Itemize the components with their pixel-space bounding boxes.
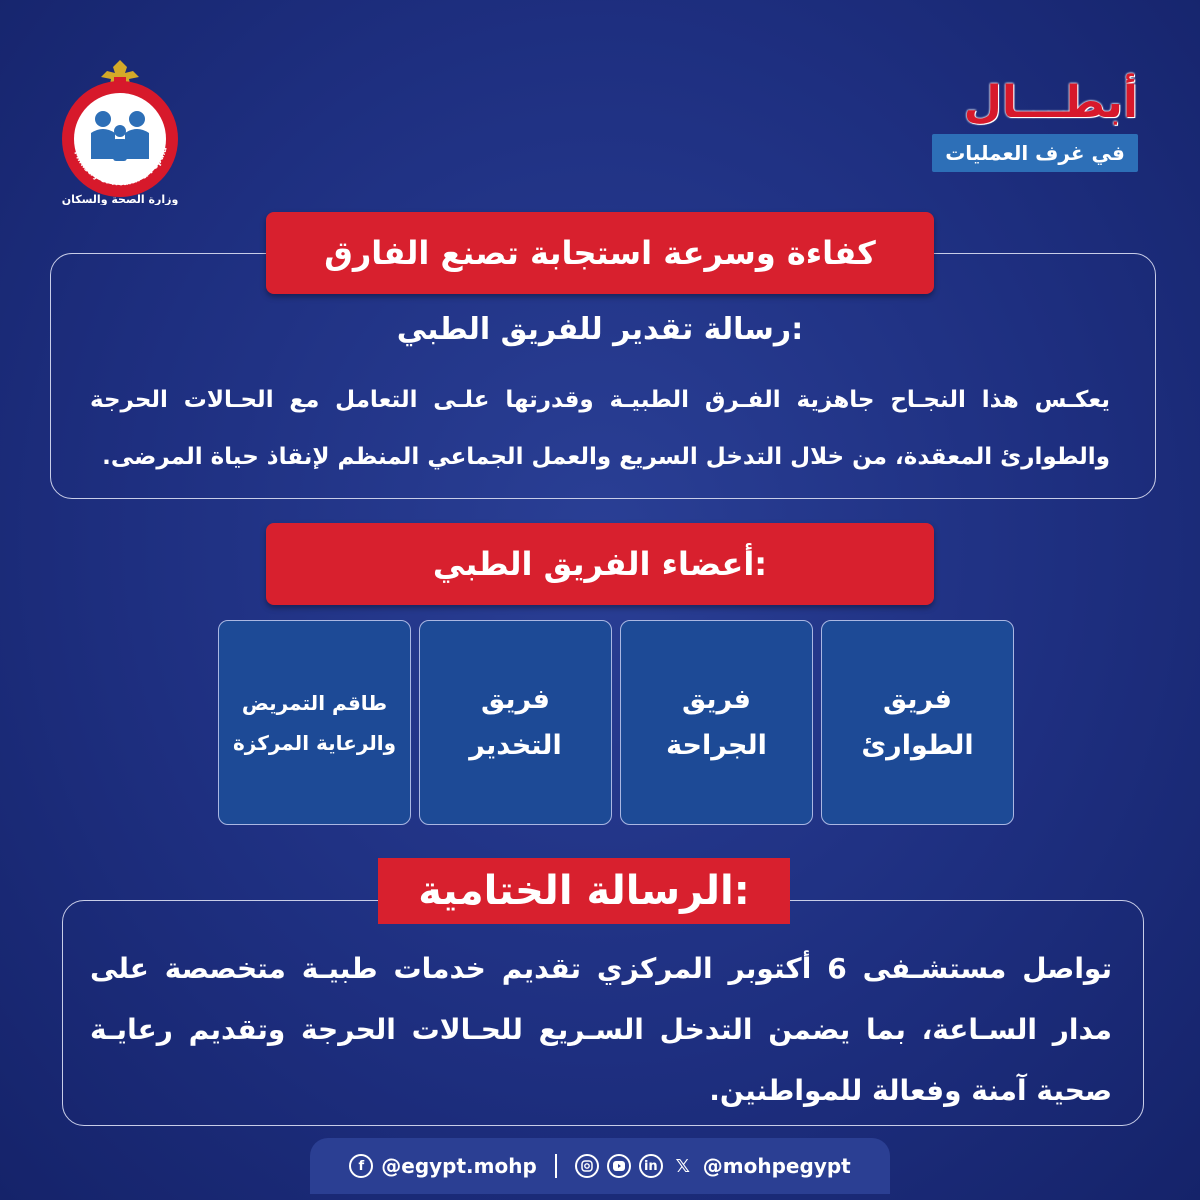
team-members-banner: أعضاء الفريق الطبي: [266,523,934,605]
campaign-title: أبطـــال [963,77,1138,128]
instagram-icon[interactable] [575,1154,599,1178]
facebook-handle[interactable]: @egypt.mohp [381,1154,537,1178]
team-card-surgery [620,620,813,825]
team-card-line1: فريق [481,683,550,715]
campaign-badge [928,78,1138,178]
logo-arabic-name: وزارة الصحة والسكان [61,193,179,205]
appreciation-text: يعكـس هذا النجـاح جاهزية الفـرق الطبيـة وقدرتها علـى التعامل مع الحـالات الحرجة والطوارئ المعقدة، من خلال التدخل السريع والعمل الجماعي المنظم لإنقاذ حياة المرضى. [90,387,1110,470]
ministry-logo [55,55,185,205]
facebook-icon[interactable]: f [349,1154,373,1178]
appreciation-heading: رسالة تقدير للفريق الطبي: [396,312,804,347]
closing-text: تواصل مستشـفى 6 أكتوبر المركزي تقديم خدمات طبيـة متخصصة على مدار السـاعة، بما يضمن التدخل السـريع للحـالات الحرجة وتقديم رعايـة صحية آمنة وفعالة للمواطنين. [90,952,1113,1107]
team-card-line2: والرعاية المركزة [232,730,397,755]
team-card-emergency [821,620,1014,825]
ministry-logo-icon [55,55,185,205]
team-cards [218,620,1014,825]
campaign-subtitle: في غرف العمليات [932,134,1138,172]
closing-banner: الرسالة الختامية: [378,858,790,924]
team-card-anesthesia [419,620,612,825]
team-card-nursing [218,620,411,825]
team-card-line2: التخدير [469,729,562,761]
logo-english-name: Ministry of Health & Popula [72,145,169,188]
team-card-line1: طاقم التمريض [241,690,388,715]
x-icon[interactable]: 𝕏 [675,1155,691,1177]
team-card-line1: فريق [883,683,952,715]
team-card-line2: الطوارئ [861,729,974,761]
footer-divider [555,1154,557,1178]
social-footer [310,1138,890,1194]
efficiency-banner: كفاءة وسرعة استجابة تصنع الفارق [266,212,934,294]
team-card-line2: الجراحة [666,729,767,761]
social-handle[interactable]: @mohpegypt [702,1154,851,1178]
linkedin-icon[interactable]: in [639,1154,663,1178]
team-card-line1: فريق [682,683,751,715]
youtube-icon[interactable] [607,1154,631,1178]
